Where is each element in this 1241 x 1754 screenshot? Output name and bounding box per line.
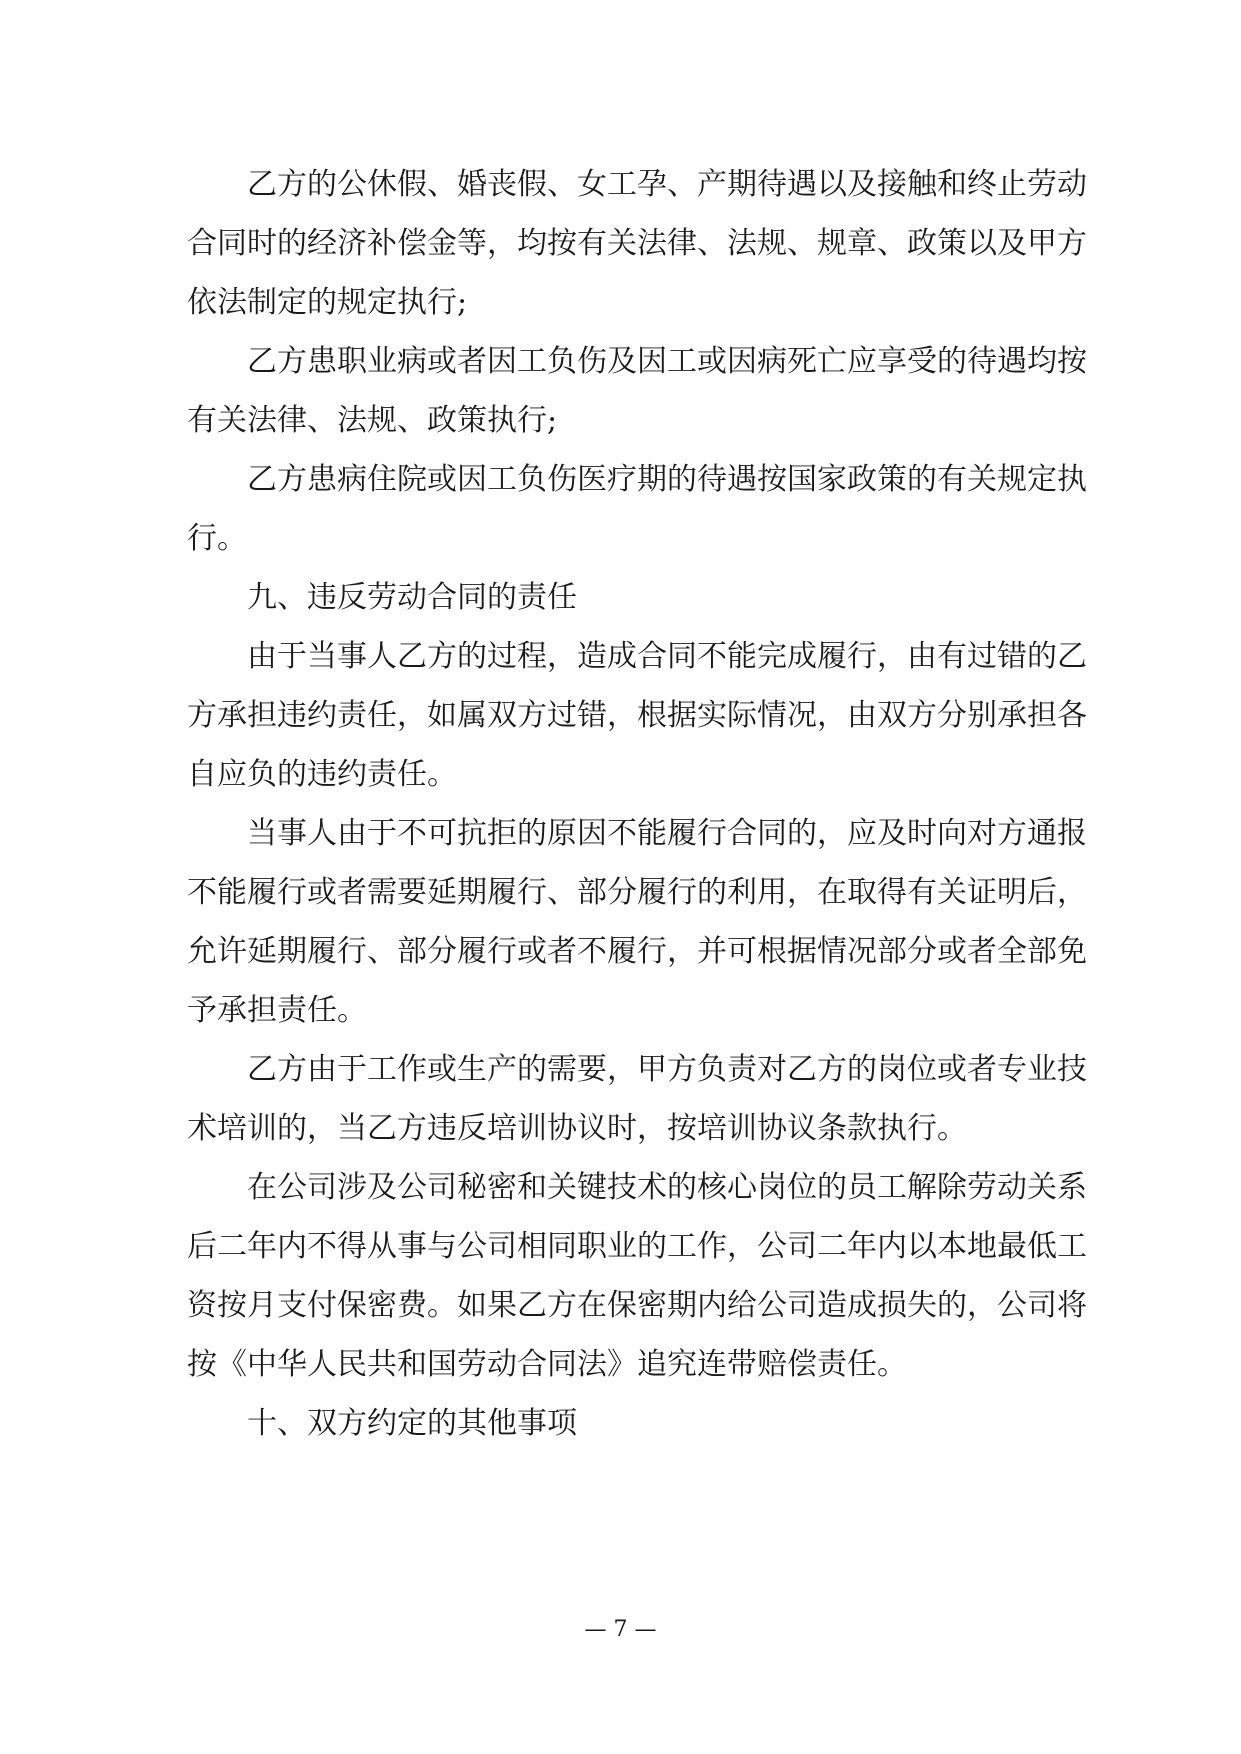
body-line: 乙方的公休假、婚丧假、女工孕、产期待遇以及接触和终止劳动 [247,167,1087,202]
body-line: 乙方由于工作或生产的需要，甲方负责对乙方的岗位或者专业技 [247,1052,1087,1087]
body-line: 术培训的，当乙方违反培训协议时，按培训协议条款执行。 [187,1111,967,1146]
body-line: 乙方患病住院或因工负伤医疗期的待遇按国家政策的有关规定执 [247,462,1087,497]
body-line: 在公司涉及公司秘密和关键技术的核心岗位的员工解除劳动关系 [247,1170,1087,1205]
body-line: 方承担违约责任，如属双方过错，根据实际情况，由双方分别承担各 [187,698,1087,733]
section-heading: 十、双方约定的其他事项 [247,1406,577,1441]
body-line: 合同时的经济补偿金等，均按有关法律、法规、规章、政策以及甲方 [187,226,1087,261]
page-number: — 7 — [584,1617,657,1642]
body-line: 按《中华人民共和国劳动合同法》追究连带赔偿责任。 [187,1347,907,1382]
body-line: 依法制定的规定执行; [187,285,468,320]
body-line: 乙方患职业病或者因工负伤及因工或因病死亡应享受的待遇均按 [247,344,1087,379]
body-line: 资按月支付保密费。如果乙方在保密期内给公司造成损失的，公司将 [187,1288,1087,1323]
body-line: 不能履行或者需要延期履行、部分履行的利用，在取得有关证明后， [187,875,1087,910]
body-line: 有关法律、法规、政策执行; [187,403,558,438]
body-line: 后二年内不得从事与公司相同职业的工作，公司二年内以本地最低工 [187,1229,1087,1264]
body-line: 予承担责任。 [187,993,367,1028]
body-line: 当事人由于不可抗拒的原因不能履行合同的，应及时向对方通报 [247,816,1087,851]
section-heading: 九、违反劳动合同的责任 [247,580,577,615]
document-body [187,155,1087,1453]
body-line: 由于当事人乙方的过程，造成合同不能完成履行，由有过错的乙 [247,639,1087,674]
body-line: 自应负的违约责任。 [187,757,457,792]
body-line: 行。 [187,521,247,556]
body-line: 允许延期履行、部分履行或者不履行，并可根据情况部分或者全部免 [187,934,1087,969]
